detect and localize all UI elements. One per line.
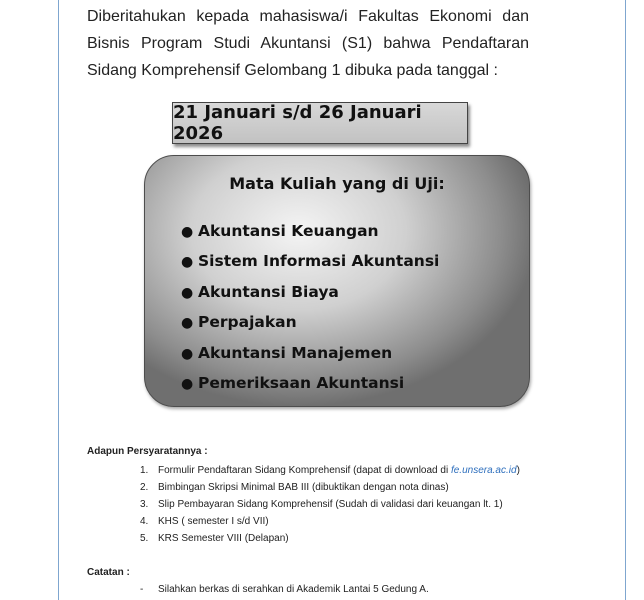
subject-item <box>181 338 439 368</box>
registration-date-range: 21 Januari s/d 26 Januari 2026 <box>173 102 422 144</box>
subject-label: Akuntansi Biaya <box>198 282 339 301</box>
requirement-item <box>140 496 520 513</box>
note-text: Silahkan berkas di serahkan di Akademik Lantai 5 Gedung A. <box>158 584 429 595</box>
registration-date-box <box>172 102 468 144</box>
requirement-number: 1. <box>140 465 149 476</box>
tested-subjects-list <box>181 216 439 398</box>
requirement-text: KHS ( semester I s/d VII) <box>158 516 269 527</box>
bullet-icon: ● <box>181 315 194 332</box>
subject-label: Pemeriksaan Akuntansi <box>198 373 405 392</box>
subject-label: Akuntansi Keuangan <box>198 222 379 240</box>
subject-item <box>181 307 439 337</box>
tested-subjects-title: Mata Kuliah yang di Uji: <box>229 174 445 193</box>
notes-heading: Catatan : <box>87 567 130 578</box>
faculty-website-link[interactable]: fe.unsera.ac.id <box>450 465 517 476</box>
tested-subjects-box <box>144 155 530 407</box>
requirement-number: 2. <box>140 482 149 493</box>
announcement-intro: Diberitahukan kepada mahasiswa/i Fakultas Ekonomi dan Bisnis Program Studi Akuntansi (S1) bahwa Pendaftaran Sidang Komprehensif Gelombang 1 dibuka pada tanggal : <box>87 8 529 79</box>
subject-item <box>181 246 439 276</box>
requirement-item <box>140 479 520 496</box>
subject-item <box>181 368 439 398</box>
subject-item <box>181 216 439 246</box>
requirement-text-end: ) <box>516 465 520 476</box>
requirement-text: Slip Pembayaran Sidang Komprehensif (Sudah di validasi dari keuangan lt. 1) <box>158 499 503 510</box>
subject-label: Perpajakan <box>198 313 297 332</box>
bullet-icon: ● <box>181 224 194 240</box>
requirement-item <box>140 530 520 547</box>
bullet-icon: ● <box>181 375 194 392</box>
note-item <box>140 584 429 595</box>
requirement-item <box>140 462 520 479</box>
requirements-list <box>140 462 520 547</box>
requirement-number: 3. <box>140 499 149 510</box>
requirement-number: 4. <box>140 516 149 527</box>
bullet-icon: ● <box>181 284 194 301</box>
requirement-item <box>140 513 520 530</box>
note-dash: - <box>140 584 144 595</box>
bullet-icon: ● <box>181 254 194 271</box>
subject-item <box>181 277 439 307</box>
requirements-heading: Adapun Persyaratannya : <box>87 446 208 457</box>
requirement-text: KRS Semester VIII (Delapan) <box>158 533 289 544</box>
bullet-icon: ● <box>181 345 194 362</box>
requirement-text: Formulir Pendaftaran Sidang Komprehensif (dapat di download di <box>158 465 451 476</box>
requirement-text: Bimbingan Skripsi Minimal BAB III (dibuktikan dengan nota dinas) <box>158 482 449 493</box>
subject-label: Sistem Informasi Akuntansi <box>198 252 440 271</box>
requirement-number: 5. <box>140 533 149 544</box>
subject-label: Akuntansi Manajemen <box>198 343 393 362</box>
